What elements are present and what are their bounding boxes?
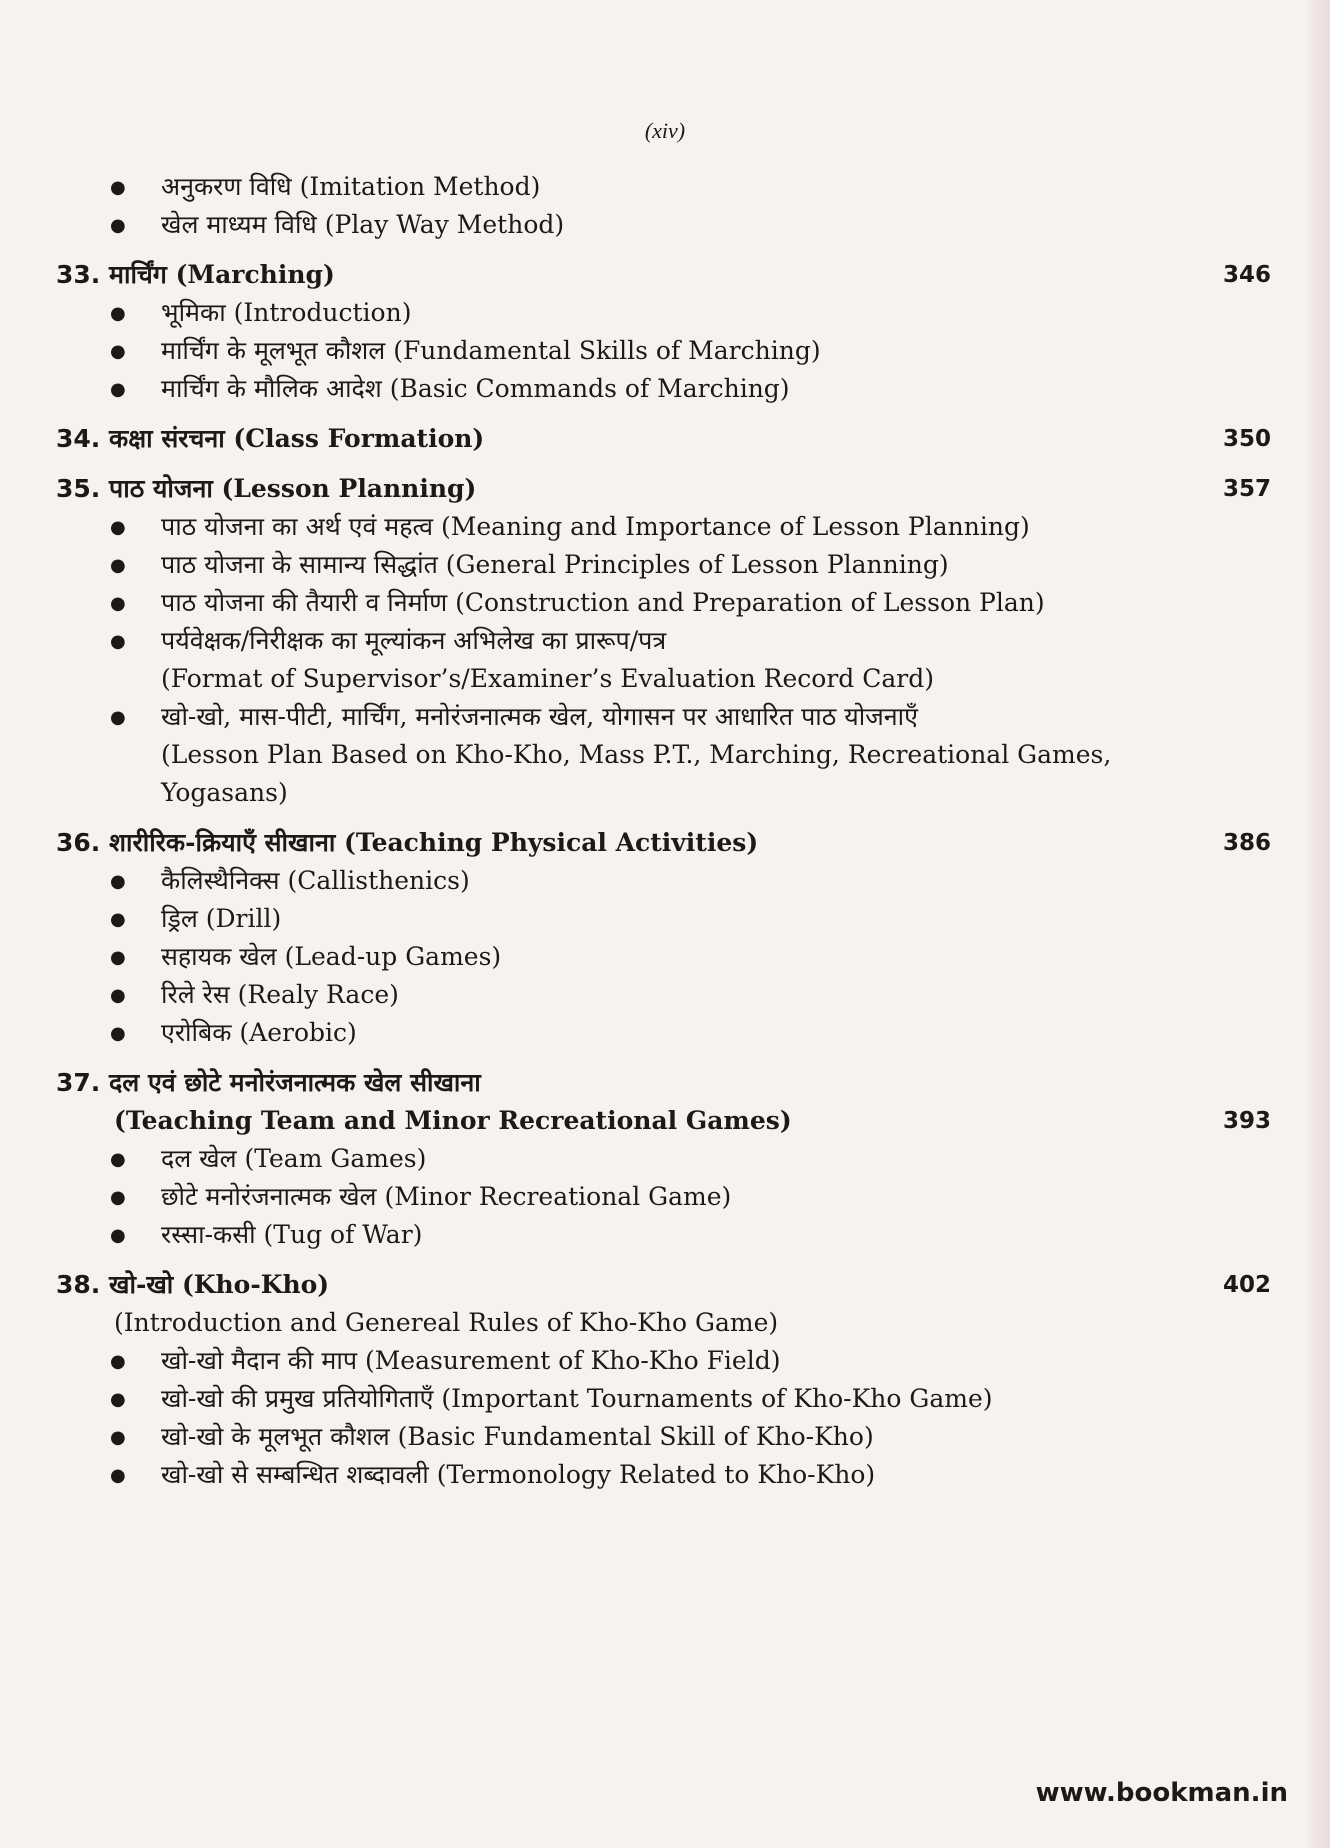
entry-text: रस्सा-कसी (Tug of War)	[161, 1220, 423, 1249]
toc-bullet-item	[56, 546, 1271, 584]
page-ref: 386	[1222, 830, 1271, 856]
entry-text: पाठ योजना के सामान्य सिद्धांत (General Principles of Lesson Planning)	[161, 550, 949, 579]
toc-bullet-item	[56, 938, 1271, 976]
toc-text-line	[56, 1102, 1271, 1140]
toc-bullet-item	[56, 168, 1271, 206]
toc-bullet-item	[56, 622, 1271, 660]
toc-bullet-item	[56, 370, 1271, 408]
page-ref: 393	[1222, 1108, 1271, 1134]
entry-text: मार्चिंग के मूलभूत कौशल (Fundamental Skills of Marching)	[161, 336, 821, 365]
toc-bullet-item	[56, 1014, 1271, 1052]
page-number: (xiv)	[644, 118, 686, 143]
chapter-entry	[56, 1266, 1271, 1304]
entry-text: (Teaching Team and Minor Recreational Games)	[114, 1106, 792, 1135]
chapter-entry	[56, 420, 1271, 458]
entry-text: पाठ योजना का अर्थ एवं महत्व (Meaning and Importance of Lesson Planning)	[161, 512, 1030, 541]
chapter-number: 36.	[56, 828, 101, 857]
toc-bullet-item	[56, 862, 1271, 900]
entry-text: कैलिस्थैनिक्स (Callisthenics)	[161, 866, 470, 895]
toc-text-line	[56, 660, 1271, 698]
entry-text: खो-खो के मूलभूत कौशल (Basic Fundamental Skill of Kho-Kho)	[161, 1422, 874, 1451]
chapter-title: खो-खो (Kho-Kho)	[109, 1270, 330, 1299]
chapter-entry	[56, 1064, 1271, 1102]
toc-bullet-item	[56, 508, 1271, 546]
toc-bullet-item	[56, 900, 1271, 938]
entry-text: Yogasans)	[161, 778, 288, 807]
entry-text: खो-खो, मास-पीटी, मार्चिंग, मनोरंजनात्मक खेल, योगासन पर आधारित पाठ योजनाएँ	[161, 702, 918, 731]
chapter-entry	[56, 470, 1271, 508]
entry-text: भूमिका (Introduction)	[161, 298, 412, 327]
entry-text: खेल माध्यम विधि (Play Way Method)	[161, 210, 565, 239]
toc-bullet-item	[56, 1380, 1271, 1418]
chapter-title: मार्चिंग (Marching)	[109, 260, 335, 289]
entry-text: मार्चिंग के मौलिक आदेश (Basic Commands of Marching)	[161, 374, 790, 403]
toc-text-line	[56, 774, 1271, 812]
chapter-entry	[56, 824, 1271, 862]
toc-bullet-item	[56, 1216, 1271, 1254]
toc-bullet-item	[56, 294, 1271, 332]
chapter-title: दल एवं छोटे मनोरंजनात्मक खेल सीखाना	[109, 1068, 481, 1097]
chapter-number: 33.	[56, 260, 101, 289]
chapter-title: शारीरिक-क्रियाएँ सीखाना (Teaching Physical Activities)	[109, 828, 759, 857]
entry-text: सहायक खेल (Lead-up Games)	[161, 942, 502, 971]
toc-bullet-item	[56, 1418, 1271, 1456]
page-ref: 346	[1222, 262, 1271, 288]
toc-text-line	[56, 1304, 1271, 1342]
entry-text: पाठ योजना की तैयारी व निर्माण (Construction and Preparation of Lesson Plan)	[161, 588, 1045, 617]
toc-bullet-item	[56, 698, 1271, 736]
toc-bullet-item	[56, 206, 1271, 244]
entry-text: (Format of Supervisor’s/Examiner’s Evaluation Record Card)	[161, 664, 934, 693]
chapter-number: 38.	[56, 1270, 101, 1299]
website-watermark: www.bookman.in	[1035, 1778, 1288, 1808]
entry-text: दल खेल (Team Games)	[161, 1144, 427, 1173]
table-of-contents	[56, 168, 1271, 1494]
page-ref: 357	[1222, 476, 1271, 502]
entry-text: (Introduction and Genereal Rules of Kho-Kho Game)	[114, 1308, 779, 1337]
chapter-entry	[56, 256, 1271, 294]
toc-bullet-item	[56, 1456, 1271, 1494]
toc-text-line	[56, 736, 1271, 774]
entry-text: एरोबिक (Aerobic)	[161, 1018, 357, 1047]
toc-bullet-item	[56, 584, 1271, 622]
toc-bullet-item	[56, 976, 1271, 1014]
toc-bullet-item	[56, 1178, 1271, 1216]
page-edge	[1308, 0, 1330, 1848]
entry-text: छोटे मनोरंजनात्मक खेल (Minor Recreational Game)	[161, 1182, 732, 1211]
chapter-title: कक्षा संरचना (Class Formation)	[109, 424, 485, 453]
entry-text: खो-खो से सम्बन्धित शब्दावली (Termonology Related to Kho-Kho)	[161, 1460, 876, 1489]
toc-bullet-item	[56, 332, 1271, 370]
chapter-number: 35.	[56, 474, 101, 503]
entry-text: अनुकरण विधि (Imitation Method)	[161, 172, 541, 201]
toc-bullet-item	[56, 1342, 1271, 1380]
chapter-title: पाठ योजना (Lesson Planning)	[109, 474, 477, 503]
chapter-number: 34.	[56, 424, 101, 453]
page-ref: 402	[1222, 1272, 1271, 1298]
entry-text: रिले रेस (Realy Race)	[161, 980, 399, 1009]
entry-text: ड्रिल (Drill)	[161, 904, 282, 933]
entry-text: पर्यवेक्षक/निरीक्षक का मूल्यांकन अभिलेख का प्रारूप/पत्र	[161, 626, 667, 655]
entry-text: खो-खो की प्रमुख प्रतियोगिताएँ (Important Tournaments of Kho-Kho Game)	[161, 1384, 993, 1413]
toc-bullet-item	[56, 1140, 1271, 1178]
chapter-number: 37.	[56, 1068, 101, 1097]
entry-text: (Lesson Plan Based on Kho-Kho, Mass P.T., Marching, Recreational Games,	[161, 740, 1112, 769]
entry-text: खो-खो मैदान की माप (Measurement of Kho-Kho Field)	[161, 1346, 781, 1375]
page-ref: 350	[1222, 426, 1271, 452]
